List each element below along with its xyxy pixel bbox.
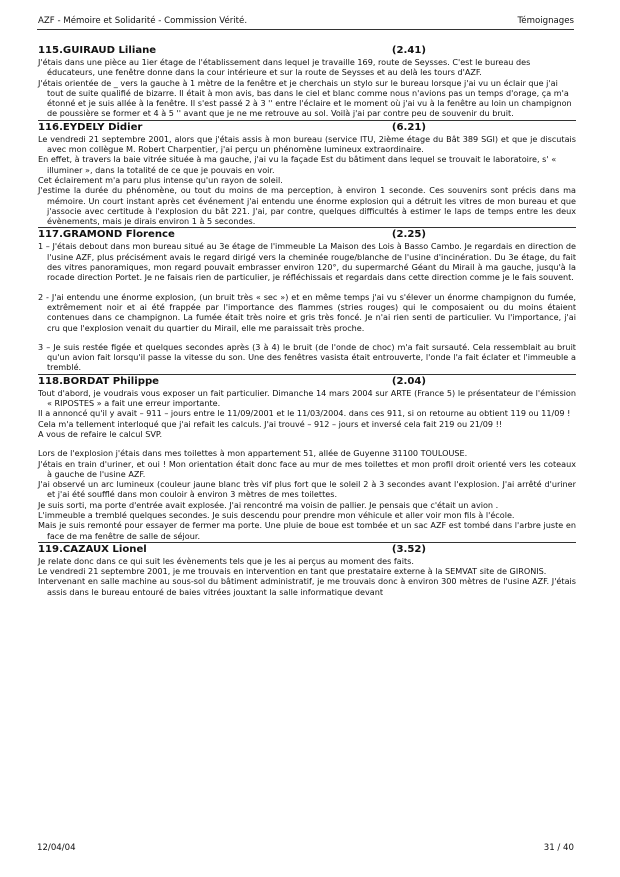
paragraph: Mais je suis remonté pour essayer de fermer ma porte. Une pluie de boue est tombée et un sac AZF est tombé dans l'arbre juste en face de ma fenêtre de salle de séjour. — [38, 520, 576, 543]
entry-title — [38, 122, 576, 134]
paragraph: Lors de l'explosion j'étais dans mes toilettes à mon appartement 51, allée de Guyenne 31100 TOULOUSE. — [38, 448, 468, 459]
paragraph: J'ai observé un arc lumineux (couleur jaune blanc très vif plus fort que le soleil 2 à 3 secondes avant l'explosion. J'ai arrêté d'uriner et j'ai été soufflé dans mon couloir à environ 3 mètres de mes toilettes. — [38, 479, 576, 500]
paragraph: Je suis sorti, ma porte d'entrée avait explosée. J'ai rencontré ma voisin de pallier. Je pensais que c'était un avion . — [38, 499, 499, 510]
testimonies — [38, 44, 576, 597]
page-number: 31 / 40 — [543, 843, 574, 853]
entry-code: (2.04) — [391, 375, 426, 387]
entry-name: 115.GUIRAUD Liliane — [38, 45, 157, 56]
paragraph: Le vendredi 21 septembre 2001, je me trouvais en intervention en tant que prestataire externe à la SEMVAT site de GIRONIS. — [38, 566, 547, 577]
paragraph: Je relate donc dans ce qui suit les évènements tels que je les ai perçus au moment des faits. — [38, 555, 414, 566]
paragraph: 3 – Je suis restée figée et quelques secondes après (3 à 4) le bruit (de l'onde de choc) m'a fait sursauté. Cela ressemblait au bruit qu'un avion fait lorsqu'il passe la vitesse du son. Une des fenêtres vasista était entrouverte, l'onde l'a fait éclater et l'immeuble a tremblé. — [38, 342, 576, 375]
entry-name: 118.BORDAT Philippe — [38, 375, 160, 387]
paragraph: L'immeuble a tremblé quelques secondes. Je suis descendu pour prendre mon véhicule et aller voir mon fils à l'école. — [38, 509, 515, 520]
header-section: Témoignages — [517, 16, 574, 26]
entry-code: (6.21) — [391, 121, 426, 133]
footer-date: 12/04/04 — [37, 843, 76, 853]
entry-title — [38, 229, 576, 241]
paragraph: 2 - J'ai entendu une énorme explosion, (un bruit très « sec ») et en même temps j'ai vu s'élever un énorme champignon du fumée, extrêmement noir et ai été frappée par l'importance des flammes (stries rouges) qui le composaient ou du moins étaient contenues dans ce champignon. La fumée était très noire et gris très foncé. Je n'ai rien senti de particulier. Vu l'importance, j'ai cru que l'explosion venait du quartier du Mirail, elle me paraissait très proche. — [38, 291, 576, 333]
paragraph: Il a annoncé qu'il y avait – 911 – jours entre le 11/09/2001 et le 11/03/2004. dans ces 911, si on retourne au obtient 119 ou 11/09 ! — [38, 408, 571, 419]
paragraph: J'étais en train d'uriner, et oui ! Mon orientation était donc face au mur de mes toilettes et mon profil droit orienté vers les coteaux à gauche de l'usine AZF. — [38, 458, 576, 479]
paragraph: Intervenant en salle machine au sous-sol du bâtiment administratif, je me trouvais donc à environ 300 mètres de l'usine AZF. J'étais assis dans le bureau entouré de baies vitrées jouxtant la salle informatique devant — [38, 576, 576, 597]
paragraph: J'étais orientée de _ vers la gauche à 1 mètre de la fenêtre et je cherchais un stylo sur le bureau lorsque j'ai vu un éclair que j'ai tout de suite qualifié de bizarre. Il était à mon avis, bas dans le ciel et blanc comme nous n'avions pas un temps d'orage, ça m'a étonné et je suis allée à la fenêtre. Il s'est passé 2 à 3 '' entre l'éclaire et le moment où j'ai vu à la fenêtre au loin un champignon de poussière se former et 4 à 5 '' avant que je ne me retrouve au sol. Voilà j'ai par contre peu de souvenir du bruit. — [38, 78, 576, 121]
paragraph: A vous de refaire le calcul SVP. — [38, 428, 163, 439]
entry-name: 119.CAZAUX Lionel — [38, 543, 147, 555]
entry-name: 117.GRAMOND Florence — [38, 229, 175, 241]
page-header — [37, 16, 574, 30]
paragraph: J'étais dans une pièce au 1ier étage de l'établissement dans lequel je travaille 169, route de Seysses. C'est le bureau des éducateurs, une fenêtre donne dans la cour intérieure et sur la route de Seysses et au delà les tours d'AZF. — [38, 57, 531, 78]
paragraph: J'estime la durée du phénomène, ou tout du moins de ma perception, à environ 1 seconde. Ces souvenirs sont précis dans ma mémoire. Un court instant après cet événement j'ai entendu une énorme explosion qui a détruit les vitres de mon bureau et que j'associe avec certitude à l'explosion du bât 221. J'ai, par contre, quelques difficultés à estimer le laps de temps entre les deux évènements, mais je dirais environ 1 à 5 secondes. — [38, 185, 576, 228]
entry-title — [38, 45, 576, 57]
header-title: AZF - Mémoire et Solidarité - Commission Vérité. — [38, 16, 248, 26]
entry-title — [38, 544, 576, 556]
entry-code: (3.52) — [391, 543, 426, 555]
paragraph: Cela m'a tellement interloqué que j'ai refait les calculs. J'ai trouvé – 912 – jours et inversé cela fait 219 ou 21/09 !! — [38, 418, 503, 429]
paragraph: Cet éclairement m'a paru plus intense qu'un rayon de soleil. — [38, 174, 283, 185]
entry-title — [38, 376, 576, 388]
paragraph: 1 – J'étais debout dans mon bureau situé au 3e étage de l'immeuble La Maison des Lois à Basso Cambo. Je regardais en direction de l'usine AZF, plus précisément avais le regard dirigé vers la cheminée rouge/blanche de l'usine d'incinération. Du 3e étage, du fait des vitres panoramiques, mon regard pouvait embrasser environ 120°, du supermarché Géant du Mirail à ma gauche, jusqu'à la rocade direction Portet. Je ne faisais rien de particulier, je réfléchissais et regardais dans cette direction comme je le fais souvent. — [38, 241, 576, 283]
entry-code: (2.25) — [391, 229, 426, 241]
paragraph: En effet, à travers la baie vitrée située à ma gauche, j'ai vu la façade Est du bâtiment dans lequel se trouvait le laboratoire, s' « illuminer », dans la totalité de ce que je pouvais en voir. — [38, 154, 557, 175]
entry-name: 116.EYDELY Didier — [38, 121, 143, 133]
entry-code: (2.41) — [391, 45, 426, 56]
paragraph: Le vendredi 21 septembre 2001, alors que j'étais assis à mon bureau (service ITU, 2ième étage du Bât 389 SGI) et que je discutais avec mon collègue M. Robert Charpentier, j'ai perçu un phénomène lumineux extraordinaire. — [38, 133, 576, 155]
paragraph: Tout d'abord, je voudrais vous exposer un fait particulier. Dimanche 14 mars 2004 sur ARTE (France 5) le présentateur de l'émission « RIPOSTES » a fait une erreur importante. — [38, 387, 576, 409]
